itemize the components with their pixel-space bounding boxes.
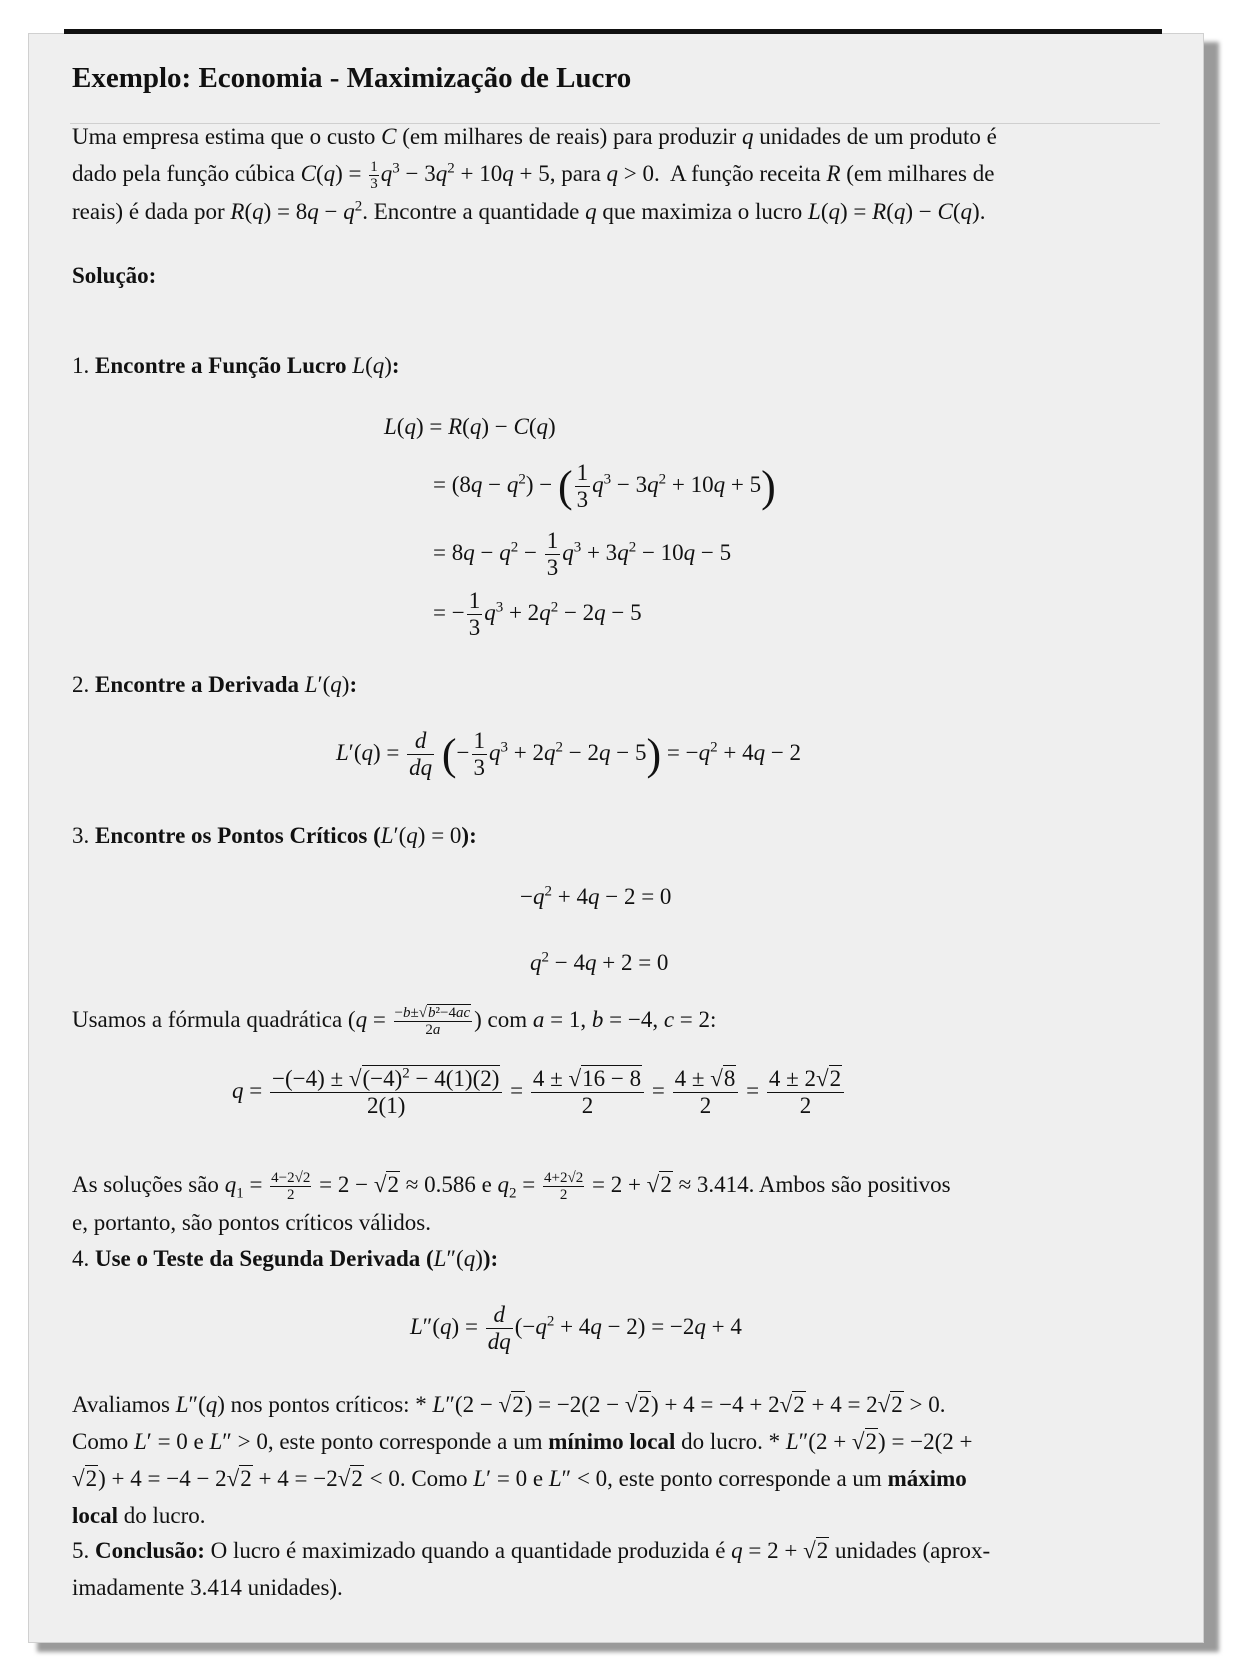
step2-eq: L′(q) = $\frac{d}{dq}$ (− $\frac{1}{3}$ $q^3 + 2q^2 - 2q - 5) = -q^2 + 4q - 2$ [336,728,802,781]
step5-number: 5. [72,1538,90,1563]
step1-eq-line1: L(q) = R(q) − C(q) [384,414,556,439]
step4-number: 4. [72,1246,90,1271]
step1-heading: 1. Encontre a Função Lucro L(q): [72,353,400,378]
step1-eq-line4: = − $\frac{1}{3}$ $q^3 + 2q^2 - 2q - 5$ [433,588,642,641]
step4-eq: L″(q) = $\frac{d}{dq}$ $(-q^2 + 4q - 2) = -2q + 4$ [410,1302,742,1355]
step5-conclusion: 5. Conclusão: O lucro é maximizado quando a quantidade produzida é q = 2 + √2 unidades (aprox- imadamente 3.414 unidades). [72,1538,991,1600]
step2-number: 2. [72,672,90,697]
step3-eq2: $q^2 - 4q + 2 = 0$ [530,949,669,975]
step3-quad-intro: Usamos a fórmula quadrática (q = $\frac{\text{−b±√b²−4ac}}{2a}$ ) com a = 1, b = −4, c = 2: [72,1004,717,1039]
solution-heading: Solução: [72,263,157,288]
step4-heading: 4. Use o Teste da Segunda Derivada (L″(q)): [72,1246,499,1271]
top-rule [64,29,1162,34]
step5-label: Conclusão: [95,1538,205,1563]
step1-eq-line3: = $8q - q^2$ − $\frac{1}{3}$ $q^3 + 3q^2 - 10q - 5$ [433,528,732,581]
card-title: Exemplo: Economia - Maximização de Lucro [72,62,632,94]
step3-quad-eq: q = $\frac{-(-4) \pm √(-4)^2 - 4(1)(2)}{2(1)}$ = $\frac{4 \pm √16 - 8}{2}$ = $\frac{4 \pm √8}{2}$ = $\frac{4 \pm 2√2}{2}$ [232,1066,846,1120]
step1-eq-line2: = $(8q - q^2)$ − ( $\frac{1}{3}$ $q^3 - 3q^2 + 10q + 5$) [433,460,776,513]
problem-statement: Uma empresa estima que o custo C (em milhares de reais) para produzir q unidades de um produto é dado pela função cúbica C(q) = $\frac{1}{3}$ $q^3 - 3q^2 + 10q + 5$, para q > 0. A função receita R (em milhares de reais) é dada por $R(q) = 8q - q^2$. Encontre a quantidade q que maximiza o lucro L(q) = R(q) − C(q). [72,124,997,224]
step3-heading: 3. Encontre os Pontos Críticos (L′(q) = 0): [72,823,477,848]
step1-number: 1. [72,353,90,378]
step3-number: 3. [72,823,90,848]
step2-heading: 2. Encontre a Derivada L′(q): [72,672,358,697]
step3-eq1: $-q^2 + 4q - 2 = 0$ [520,883,672,909]
step4-evaluation: Avaliamos L″(q) nos pontos críticos: * L″(2 − √2) = −2(2 − √2) + 4 = −4 + 2√2 + 4 = 2√2 > 0. Como L′ = 0 e L″ > 0, este ponto corresponde a um mínimo local do lucro. * L″(2 + √2) = −2(2 + √2) + 4 = −4 − 2√2 + 4 = −2√2 < 0. Como L′ = 0 e L″ < 0, este ponto corresponde a um máximo local do lucro. [72,1392,973,1528]
step3-solutions: As soluções são $q_1$ = $\frac{4-2√2}{2}$ = 2 − √2 ≈ 0.586 e $q_2$ = $\frac{4+2√2}{2}$ = 2 + √2 ≈ 3.414. Ambos são positivos e, portanto, são pontos críticos válidos. [72,1169,951,1235]
